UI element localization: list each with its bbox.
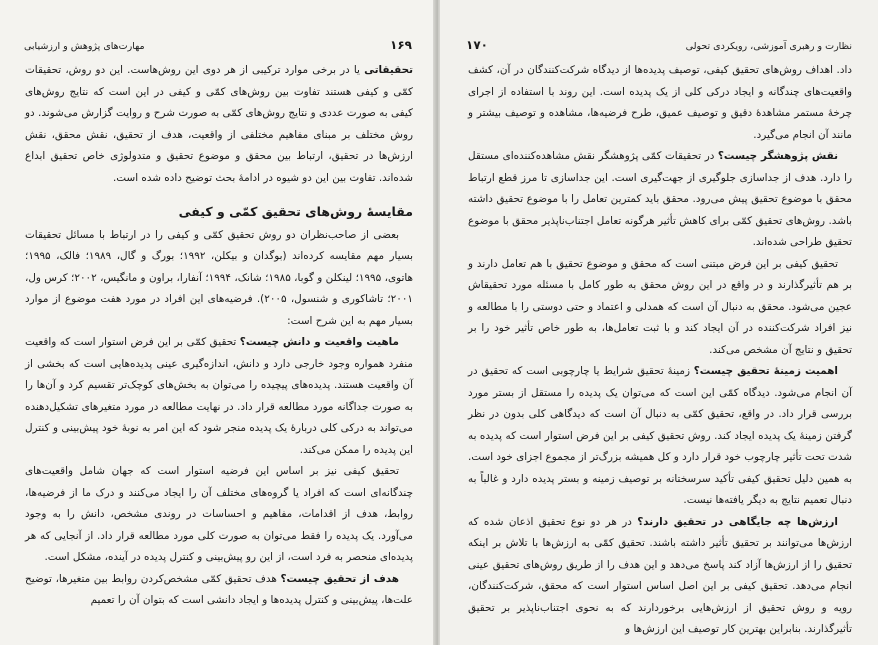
page-number: ۱۷۰ <box>466 38 488 52</box>
left-page-body <box>25 60 413 612</box>
right-page-header <box>466 38 852 54</box>
paragraph-text: زمینۀ تحقیق شرایط یا چارچوبی است که تحقیق در آن انجام می‌شود. دیدگاه کمّی این است که می‌توان یک پدیده را مستقل از بستر مورد بررسی قرار داد. در واقع، تحقیق کمّی به دنبال آن است که دیدگاهی کلی بدون در نظر گرفتن زمینۀ یک پدیده ایجاد کند. روش تحقیق کیفی بر این فرض استوار است که پدیده به شدت تحت تأثیر چارچوب خود قرار دارد و کل همیشه بزرگ‌تر از مجموع اجزای خود است. به همین دلیل تحقیق کیفی تأکید سرسختانه بر توصیف زمینه و بستر پدیده دارد و غالباً به دنبال تعمیم نتایج به دیگر یافته‌ها نیست. <box>468 365 852 506</box>
paragraph <box>25 60 413 189</box>
paragraph <box>468 361 852 512</box>
lead-phrase: اهمیت زمینۀ تحقیق چیست؟ <box>693 365 838 377</box>
paragraph: تحقیق کیفی نیز بر اساس این فرضیه استوار است که جهان شامل واقعیت‌های چندگانه‌ای است که افراد یا گروه‌های مختلف آن را ایجاد می‌کنند و درک ما از فرضیه‌ها، روابط، هدف از اقدامات، مفاهیم و احساسات در روندی مشخص، دانش را به وجود می‌آورد. یک پدیده را فقط می‌توان به صورت کلی مورد مطالعه قرار داد. از آنجایی که هر پدیده‌ای منحصر به فرد است، از این رو پیش‌بینی و کنترل پدیده در آینده، مشکل است. <box>25 465 413 563</box>
paragraph <box>25 332 413 461</box>
paragraph-text: در تحقیقات کمّی پژوهشگر نقش مشاهده‌کننده‌ای مستقل را دارد. هدف از جداسازی جلوگیری از جهت‌گیری است. این جداسازی تا مرز قطع ارتباط محقق با موضوع تحقیق پیش می‌رود. محقق باید کمترین تعامل را با موضوع تحقیق داشته باشد. روش‌های تحقیق کمّی برای کاهش تأثیر هرگونه تعامل اجتناب‌ناپذیر محقق با موضوع تحقیق طراحی شده‌اند. <box>468 150 852 248</box>
running-title: مهارت‌های پژوهش و ارزشیابی <box>24 41 145 52</box>
right-page <box>440 0 878 645</box>
paragraph: داد. اهداف روش‌های تحقیق کیفی، توصیف پدیده‌ها از دیدگاه شرکت‌کنندگان در آن، کشف واقعیت‌های چندگانه و ایجاد درکی کلی از یک پدیده است. این روند با استفاده از اجرای چرخۀ مستمر مشاهدۀ دقیق و توصیف عمیق، طرح فرضیه‌ها، مشاهده و توصیف بیشتر و مانند آن انجام می‌گیرد. <box>468 64 852 141</box>
paragraph-text: در هر دو نوع تحقیق اذعان شده که ارزش‌ها می‌توانند بر تحقیق تأثیر داشته باشند. تحقیق کمّی به ارزش‌ها با تلاش بر اینکه تحقیق را از ارزش‌ها آزاد کند پاسخ می‌دهد و این هدف را از طریق روش‌های تحقیق عینی انجام می‌دهد. تحقیق کیفی بر این اصل اساس استوار است که محقق، شرکت‌کنندگان، رویه و روش تحقیق از ارزش‌هایی برخوردارند که به نحوی اجتناب‌ناپذیر بر تحقیق تأثیرگذارند. بنابراین بهترین کار توصیف این ارزش‌ها و <box>468 515 852 635</box>
paragraph <box>25 569 413 612</box>
paragraph: تحقیق کیفی بر این فرض مبتنی است که محقق و موضوع تحقیق با هم تعامل دارند و بر هم تأثیرگذارند و در واقع در این روش محقق به طور کامل با مسئله مورد تحقیقاش عجین می‌شود. محقق به دنبال آن است که همدلی و اعتماد و حتی دوستی را با مطالعه و نیز افراد شرکت‌کننده در آن ایجاد کند و با ثبت تعامل‌ها، به طور خاص تأثیر خود را بر تحقیق و نتایج آن مشخص می‌کند. <box>468 257 852 356</box>
running-title: نظارت و رهبری آموزشی، رویکردی تحولی <box>685 41 852 52</box>
paragraph <box>468 146 852 254</box>
paragraph-text: تحقیق کمّی بر این فرض استوار است که واقعیت منفرد همواره وجود خارجی دارد و دانش، اندازه‌گیری عینی پدیده‌هایی است که بخشی از آن واقعیت هستند. پدیده‌های پیچیده را می‌توان به بخش‌های کوچک‌تر تقسیم کرد و آن‌ها را به صورت جداگانه مورد مطالعه قرار داد. در نهایت مطالعه در مورد متغیرهای تشکیل‌دهنده می‌تواند به درکی کلی دربارۀ یک پدیده منجر شود که این امر به نوبۀ خود پیش‌بینی و کنترل این پدیده را ممکن می‌کند. <box>25 336 413 456</box>
paragraph: بعضی از صاحب‌نظران دو روش تحقیق کمّی و کیفی را در ارتباط با مسائل تحقیقات بسیار مهم مقایسه کرده‌اند (بوگدان و بیکلن، ۱۹۹۲؛ بورگ و گال، ۱۹۸۹؛ فالک، ۱۹۹۵؛ هاتوی، ۱۹۹۵؛ لینکلن و گوبا، ۱۹۸۵؛ شانک، ۱۹۹۴؛ آنفارا، براون و مانگیس، ۲۰۰۲؛ کرس ول، ۲۰۰۱؛ تاشاکوری و شنسول، ۲۰۰۵). فرضیه‌های این افراد در مورد هفت موضوع از موارد بسیار مهم به این شرح است: <box>25 228 413 327</box>
lead-phrase: ارزش‌ها چه جایگاهی در تحقیق دارند؟ <box>637 515 838 528</box>
right-page-body <box>468 60 852 641</box>
lead-phrase: نقش پژوهشگر چیست؟ <box>717 150 838 162</box>
left-page-header <box>24 38 412 54</box>
left-page <box>0 0 436 645</box>
paragraph-text: یا در برخی موارد ترکیبی از هر دوی این روش‌هاست. این دو روش، تحقیقات کمّی و کیفی هستند تفاوت بین روش‌های کمّی و کیفی در این است که نتایج روش‌های کیفی به صورت عددی و نتایج روش‌های کمّی به صورت شرح و روایت گزارش می‌شوند. دو روش مختلف بر مبنای مفاهیم مختلفی از واقعیت، هدف از تحقیق، نقش محقق، نقش ارزش‌ها در تحقیق، ارتباط بین محقق و موضوع تحقیق و متدولوژی خاص تحقیق ابداع شده‌اند. تفاوت بین این دو شیوه در ادامۀ بحث توضیح داده شده است. <box>25 64 413 184</box>
paragraph <box>468 512 852 641</box>
page-number: ۱۶۹ <box>390 38 412 52</box>
lead-phrase: تحقیقاتی <box>364 64 413 76</box>
paragraph-text: هدف تحقیق کمّی مشخص‌کردن روابط بین متغیرها، توضیح علت‌ها، پیش‌بینی و کنترل پدیده‌ها و ایجاد دانشی است که بتوان آن را تعمیم <box>25 572 413 606</box>
section-heading: مقایسۀ روش‌های تحقیق کمّی و کیفی <box>178 204 413 219</box>
lead-phrase: ماهیت واقعیت و دانش چیست؟ <box>239 336 399 348</box>
lead-phrase: هدف از تحقیق چیست؟ <box>280 572 399 585</box>
